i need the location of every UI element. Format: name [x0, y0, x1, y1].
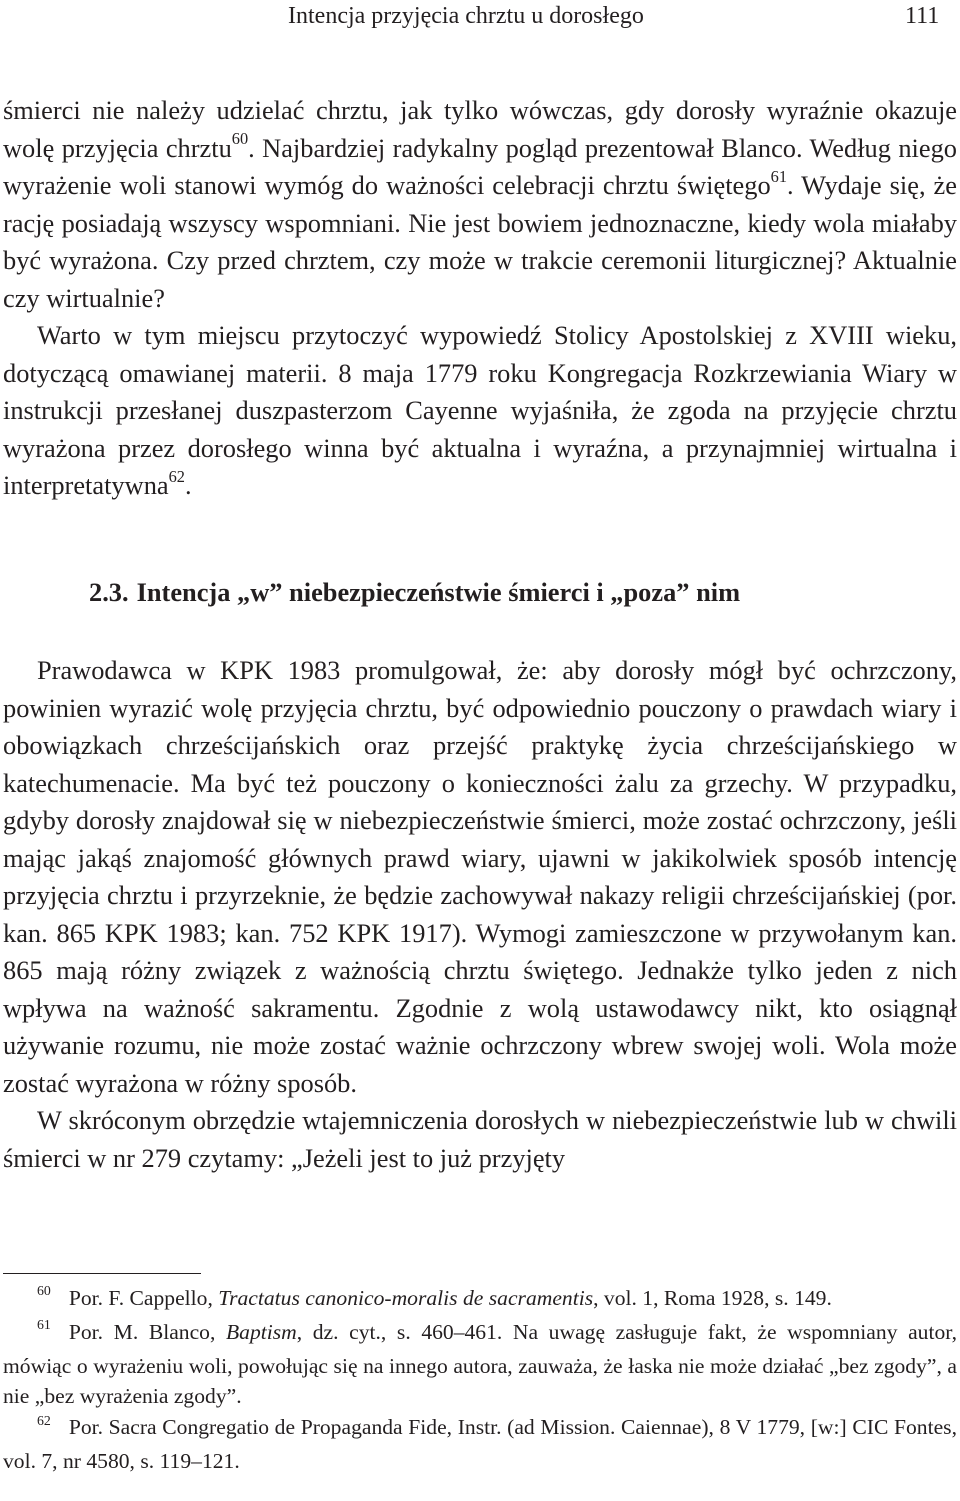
footnote-ref-61: 61	[770, 166, 787, 186]
footnotes	[3, 1283, 957, 1477]
footnote-text: , vol. 1, Roma 1928, s. 149.	[593, 1286, 832, 1310]
footnote-62	[3, 1412, 957, 1477]
paragraph-3: Prawodawca w KPK 1983 promulgował, że: aby dorosły mógł być ochrzczony, powinien wyrazić wolę przyjęcia chrztu, być odpowiednio pouczony o prawdach wiary i obowiązkach chrześcijańskich oraz przejść praktykę życia chrześcijańskiego w katechumenacie. Ma być też pouczony o konieczności żalu za grzechy. W przypadku, gdyby dorosły znajdował się w niebezpieczeństwie śmierci, może zostać ochrzczony, jeśli mając jakąś znajomość głównych prawd wiary, ujawni w jakikolwiek sposób intencję przyjęcia chrztu i przyrzeknie, że będzie zachowywał nakazy religii chrześcijańskiej (por. kan. 865 KPK 1983; kan. 752 KPK 1917). Wymogi zamieszczone w przywołanym kan. 865 mają różny związek z ważnością chrztu świętego. Jednakże tylko jeden z nich wpływa na ważność sakramentu. Zgodnie z wolą ustawodawcy nikt, kto osiągnął używanie rozumu, nie może zostać ważnie ochrzczony wbrew swojej woli. Wola może zostać wyrażona w różny sposób.	[3, 655, 957, 1098]
paragraph-4: W skróconym obrzędzie wtajemniczenia dorosłych w niebezpieczeństwie lub w chwili śmierci w nr 279 czytamy: „Jeżeli jest to już przyjęty	[3, 1105, 957, 1173]
footnote-ref-60: 60	[231, 129, 249, 149]
running-title: Intencja przyjęcia chrztu u dorosłego	[288, 3, 644, 29]
footnote-text: Por. Sacra Congregatio de Propaganda Fide, Instr. (ad Mission. Caiennae), 8 V 1779, [w:] CIC Fontes, vol. 7, nr 4580, s. 119–121.	[3, 1415, 957, 1473]
footnote-ref-62: 62	[168, 466, 185, 486]
section-number: 2.3.	[89, 577, 129, 607]
footnote-divider	[3, 1273, 201, 1274]
footnote-text: , dz. cyt., s. 460–461. Na uwagę zasługuje fakt, że wspomniany autor, mówiąc o wyrażeniu woli, powołując się na innego autora, zauważa, że łaska nie może działać „bez zgody”, a nie „bez wyrażenia zgody”.	[3, 1319, 957, 1409]
paragraph-1-text-b: . Najbardziej radykalny pogląd prezentował Blanco. Według niego wyrażenie woli stanowi wymóg do ważności celebracji chrztu świętego	[3, 132, 957, 200]
section-title: Intencja „w” niebezpieczeństwie śmierci i „poza” nim	[136, 577, 741, 607]
footnote-number: 60	[37, 1283, 51, 1299]
footnote-title: Tractatus canonico-moralis de sacramentis	[218, 1286, 594, 1310]
paragraph-1-text-c: . Wydaje się, że rację posiadają wszyscy wspomniani. Nie jest bowiem jednoznaczne, kiedy wola miałaby być wyrażona. Czy przed chrztem, czy może w trakcie ceremonii liturgicznej? Aktualnie czy wirtualnie?	[3, 170, 957, 313]
paragraph-1	[3, 92, 957, 317]
footnote-text: Por. F. Cappello,	[68, 1286, 219, 1310]
paragraph-2-text-b: .	[184, 470, 192, 500]
footnote-number: 62	[37, 1412, 51, 1428]
footnote-60	[3, 1283, 957, 1317]
page-number: 111	[905, 3, 940, 29]
paragraph-1-text-a: śmierci nie należy udzielać chrztu, jak tylko wówczas, gdy dorosły wyraźnie okazuje wolę przyjęcia chrztu	[3, 95, 957, 163]
footnote-number: 61	[37, 1317, 51, 1333]
main-text-lower	[3, 652, 957, 1177]
paragraph-2-text-a: Warto w tym miejscu przytoczyć wypowiedź Stolicy Apostolskiej z XVIII wieku, dotyczącą omawianej materii. 8 maja 1779 roku Kongregacja Rozkrzewiania Wiary w instrukcji przesłanej duszpasterzom Cayenne wyjaśniła, że zgoda na przyjęcie chrztu wyrażona przez dorosłego winna być aktualna i wyraźna, a przynajmniej wirtualna i interpretatywna	[3, 320, 957, 500]
footnote-text: Por. M. Blanco,	[68, 1319, 226, 1344]
main-text-upper	[3, 92, 957, 505]
section-heading	[89, 574, 740, 612]
paragraph-2	[3, 317, 957, 505]
footnote-61	[3, 1317, 957, 1412]
footnote-title: Baptism	[225, 1319, 297, 1344]
